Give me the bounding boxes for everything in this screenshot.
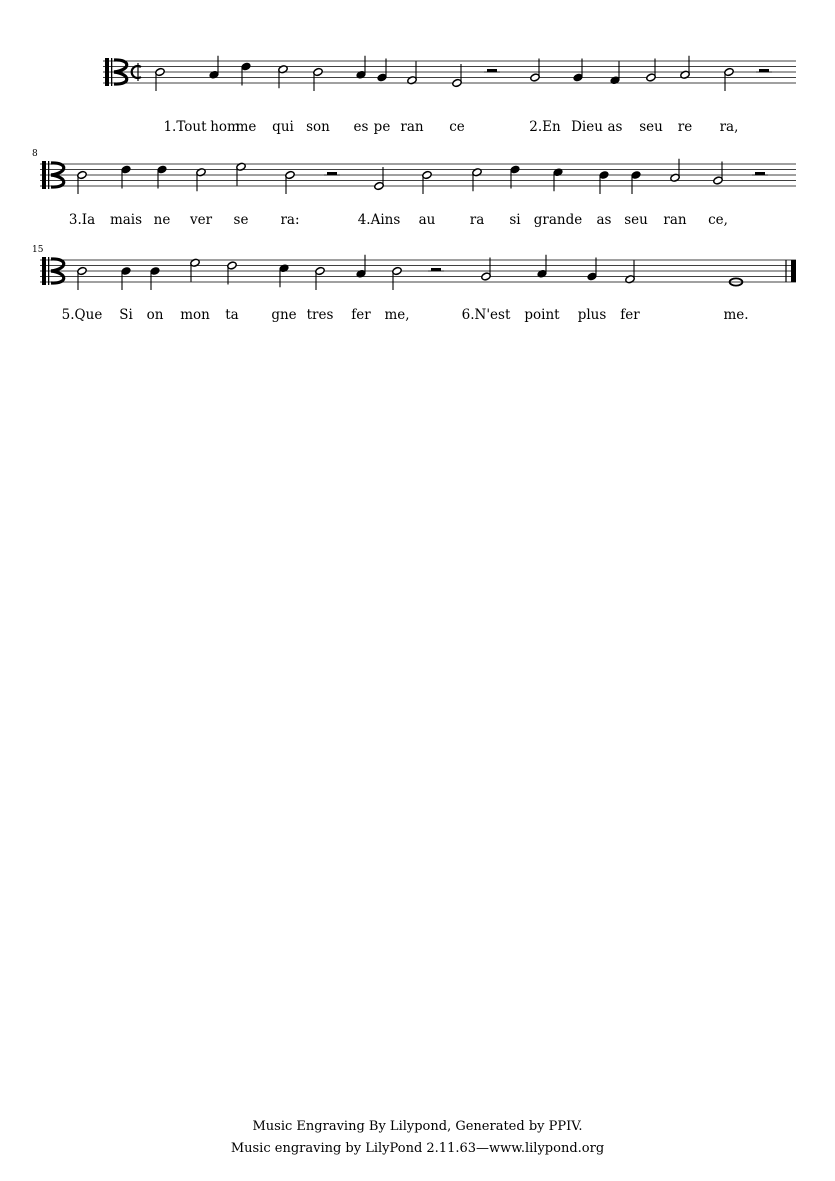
lyric-syllable: me bbox=[235, 119, 257, 135]
lyrics-line bbox=[69, 212, 728, 228]
clef-upper-curl bbox=[114, 60, 127, 72]
lyric-syllable: mon bbox=[180, 307, 210, 323]
half-rest bbox=[431, 268, 441, 271]
lyric-syllable: me. bbox=[723, 307, 749, 323]
lyric-syllable: fer bbox=[351, 307, 371, 323]
lyric-syllable: gne bbox=[271, 307, 297, 323]
lyric-syllable: 4.Ains bbox=[357, 212, 401, 228]
lyric-syllable: 5.Que bbox=[61, 307, 103, 323]
clef-thin-bar bbox=[111, 58, 112, 86]
lyric-syllable: se bbox=[233, 212, 249, 228]
lyric-syllable: Si bbox=[119, 307, 133, 323]
lyrics-line bbox=[62, 307, 749, 323]
lyric-syllable: ta bbox=[225, 307, 239, 323]
lyric-syllable: ran bbox=[400, 119, 424, 135]
staff-system bbox=[32, 245, 796, 323]
lyric-syllable: ce bbox=[449, 119, 465, 135]
lyric-syllable: ne bbox=[153, 212, 171, 228]
clef-lower-curl bbox=[114, 72, 127, 84]
lyric-syllable: au bbox=[418, 212, 436, 228]
half-rest bbox=[487, 69, 497, 72]
clef-lower-curl bbox=[51, 175, 64, 187]
lyric-syllable: plus bbox=[577, 307, 607, 323]
clef-thin-bar bbox=[48, 257, 49, 285]
lyric-syllable: 1.Tout bbox=[163, 119, 207, 135]
lyric-syllable: Dieu bbox=[571, 119, 603, 135]
clef-upper-curl bbox=[51, 163, 64, 175]
lyric-syllable: fer bbox=[620, 307, 640, 323]
lyric-syllable: seu bbox=[624, 212, 648, 228]
engraving-credit: Music Engraving By Lilypond, Generated by PPIV. bbox=[252, 1119, 583, 1134]
clef-lower-curl bbox=[51, 271, 64, 283]
lyric-syllable: ver bbox=[189, 212, 213, 228]
lyric-syllable: re bbox=[677, 119, 693, 135]
lyric-syllable: ce, bbox=[708, 212, 728, 228]
lyric-syllable: me, bbox=[384, 307, 410, 323]
lyric-syllable: ra bbox=[469, 212, 485, 228]
lyric-syllable: 2.En bbox=[529, 119, 561, 135]
staff-system bbox=[103, 56, 796, 135]
lyric-syllable: grande bbox=[533, 212, 583, 228]
lyric-syllable: es bbox=[353, 119, 369, 135]
lyric-syllable: 3.Ia bbox=[68, 212, 96, 228]
lyric-syllable: tres bbox=[306, 307, 334, 323]
lyric-syllable: pe bbox=[373, 119, 391, 135]
clef-thick-bar bbox=[42, 161, 46, 189]
lyric-syllable: seu bbox=[639, 119, 663, 135]
bar-number: 15 bbox=[32, 245, 44, 255]
half-rest bbox=[755, 172, 765, 175]
lyric-syllable: ra: bbox=[280, 212, 300, 228]
final-barline-thick bbox=[791, 260, 796, 282]
clef-thin-bar bbox=[48, 161, 49, 189]
clef-thick-bar bbox=[105, 58, 109, 86]
lilypond-credit: Music engraving by LilyPond 2.11.63—www.lilypond.org bbox=[230, 1141, 605, 1156]
lyrics-line bbox=[163, 119, 738, 135]
lyric-syllable: point bbox=[524, 307, 560, 323]
lyric-syllable: 6.N'est bbox=[461, 307, 511, 323]
lyric-syllable: si bbox=[509, 212, 521, 228]
lyric-syllable: as bbox=[607, 119, 623, 135]
lyric-syllable: ran bbox=[663, 212, 687, 228]
lyric-syllable: hom bbox=[210, 119, 240, 135]
lyric-syllable: ra, bbox=[719, 119, 739, 135]
clef-thick-bar bbox=[42, 257, 46, 285]
bar-number: 8 bbox=[32, 149, 38, 159]
clef-upper-curl bbox=[51, 259, 64, 271]
half-rest bbox=[759, 69, 769, 72]
lyric-syllable: qui bbox=[272, 119, 294, 135]
lyric-syllable: on bbox=[146, 307, 164, 323]
lyric-syllable: son bbox=[306, 119, 330, 135]
staff-system bbox=[32, 149, 796, 228]
lyric-syllable: mais bbox=[109, 212, 143, 228]
half-rest bbox=[327, 172, 337, 175]
lyric-syllable: as bbox=[596, 212, 612, 228]
